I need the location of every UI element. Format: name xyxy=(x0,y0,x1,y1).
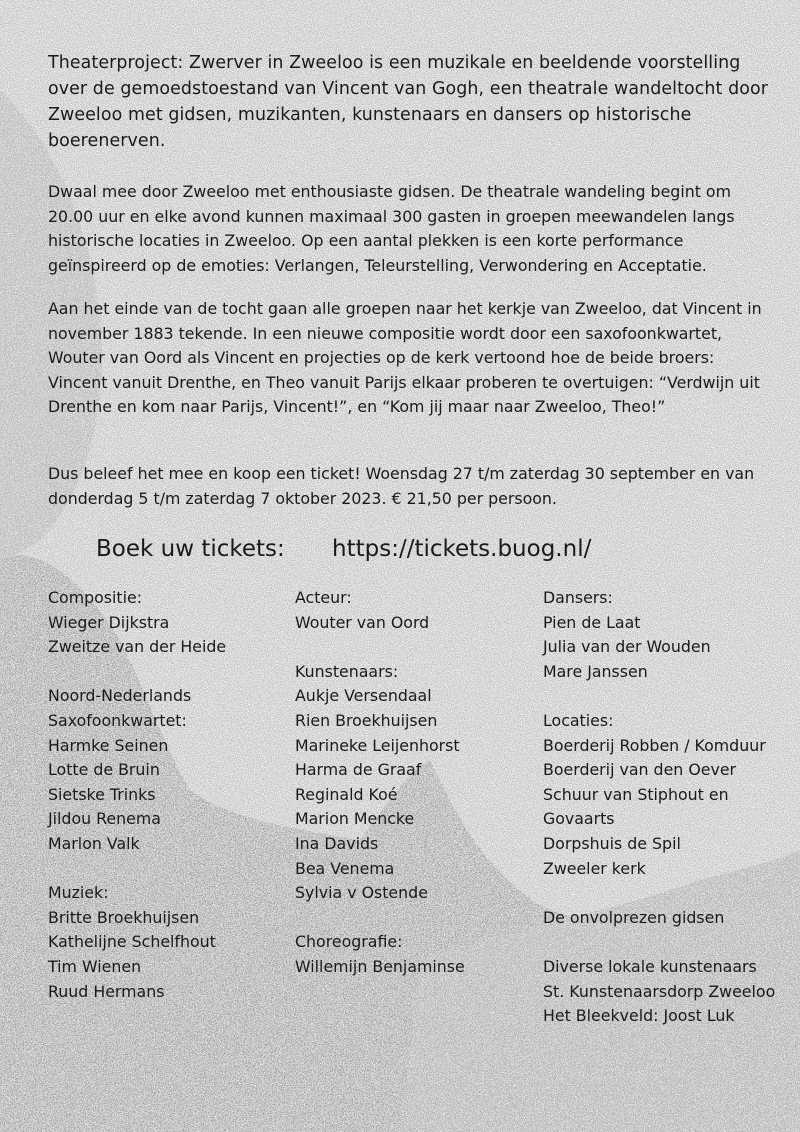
credit-line: Zweitze van der Heide xyxy=(48,637,227,657)
credit-spacer xyxy=(48,660,288,685)
credit-line: De onvolprezen gidsen xyxy=(543,907,725,927)
credits-column-3 xyxy=(543,586,800,1029)
credit-line: Bea Venema xyxy=(295,858,395,878)
credits-column-1 xyxy=(48,586,288,1004)
credit-line: Acteur: xyxy=(295,588,352,607)
credit-line: Noord-Nederlands xyxy=(48,686,192,706)
credit-line: Boerderij van den Oever xyxy=(543,760,737,780)
credit-line: Choreografie: xyxy=(295,932,403,952)
credit-line: Boerderij Robben / Komduur xyxy=(543,735,766,755)
credit-spacer xyxy=(295,906,535,931)
credit-line: Harma de Graaf xyxy=(295,760,422,780)
credit-line: Pien de Laat xyxy=(543,612,641,632)
credit-line: Sylvia v Ostende xyxy=(295,883,428,903)
credit-line: Kunstenaars: xyxy=(295,661,399,681)
credit-line: Willemijn Benjaminse xyxy=(295,956,465,976)
credit-line: Locaties: xyxy=(543,710,614,730)
credit-line: Rien Broekhuijsen xyxy=(295,710,438,730)
credit-line: Tim Wienen xyxy=(48,956,142,976)
credit-line: Marion Mencke xyxy=(295,809,415,829)
credit-line: Julia van der Wouden xyxy=(543,637,711,657)
credit-line: Kathelijne Schelfhout xyxy=(48,932,216,952)
credit-line: Marineke Leijenhorst xyxy=(295,735,460,755)
credit-line: Sietske Trinks xyxy=(48,784,156,804)
credit-line: Marlon Valk xyxy=(48,833,140,853)
credit-line: Saxofoonkwartet: xyxy=(48,710,187,730)
credit-spacer xyxy=(543,684,800,709)
credit-line: Mare Janssen xyxy=(543,661,648,681)
credit-line: Compositie: xyxy=(48,588,143,607)
credit-line: St. Kunstenaarsdorp Zweeloo xyxy=(543,981,776,1001)
dates-price-paragraph: Dus beleef het mee en koop een ticket! Woensdag 27 t/m zaterdag 30 september en van donderdag 5 t/m zaterdag 7 oktober 2023. € 21,50 per persoon. xyxy=(48,464,755,508)
walk-description-paragraph: Dwaal mee door Zweeloo met enthousiaste gidsen. De theatrale wandeling begint om 20.00 uur en elke avond kunnen maximaal 300 gasten in groepen meewandelen langs historische locaties in Zweeloo. Op een aantal plekken is een korte performance geïnspireerd op de emoties: Verlangen, Teleurstelling, Verwondering en Acceptatie. xyxy=(48,182,735,275)
credits-column-2 xyxy=(295,586,535,980)
credit-line: Britte Broekhuijsen xyxy=(48,907,200,927)
credit-line: Wouter van Oord xyxy=(295,612,430,632)
ticket-url-link[interactable]: https://tickets.buog.nl/ xyxy=(332,536,592,562)
credit-line: Dorpshuis de Spil xyxy=(543,833,681,853)
credit-line: Jildou Renema xyxy=(48,809,161,829)
intro-paragraph: Theaterproject: Zwerver in Zweeloo is een muzikale en beeldende voorstelling over de gemoedstoestand van Vincent van Gogh, een theatrale wandeltocht door Zweeloo met gidsen, muzikanten, kunstenaars en dansers op historische boerenerven. xyxy=(48,53,768,151)
credit-line: Reginald Koé xyxy=(295,784,398,804)
credit-line: Muziek: xyxy=(48,883,109,903)
credit-line: Het Bleekveld: Joost Luk xyxy=(543,1006,735,1026)
credit-line: Govaarts xyxy=(543,809,615,829)
credit-line: Dansers: xyxy=(543,588,613,607)
credit-spacer xyxy=(295,635,535,660)
credit-line: Diverse lokale kunstenaars xyxy=(543,956,757,976)
credit-line: Lotte de Bruin xyxy=(48,760,160,780)
credit-spacer xyxy=(48,857,288,882)
ticket-booking xyxy=(96,532,756,566)
credit-spacer xyxy=(543,881,800,906)
credit-line: Zweeler kerk xyxy=(543,858,646,878)
credit-line: Schuur van Stiphout en xyxy=(543,784,729,804)
credit-spacer xyxy=(543,930,800,955)
credit-line: Ina Davids xyxy=(295,833,379,853)
credit-line: Wieger Dijkstra xyxy=(48,612,170,632)
booking-label: Boek uw tickets: xyxy=(96,536,285,562)
credit-line: Ruud Hermans xyxy=(48,981,165,1001)
credit-line: Aukje Versendaal xyxy=(295,686,432,706)
finale-description-paragraph: Aan het einde van de tocht gaan alle groepen naar het kerkje van Zweeloo, dat Vincent in november 1883 tekende. In een nieuwe compositie wordt door een saxofoonkwartet, Wouter van Oord als Vincent en projecties op de kerk vertoond hoe de beide broers: Vincent vanuit Drenthe, en Theo vanuit Parijs elkaar proberen te overtuigen: “Verdwijn uit Drenthe en kom naar Parijs, Vincent!”, en “Kom jij maar naar Zweeloo, Theo!” xyxy=(48,299,762,417)
credit-line: Harmke Seinen xyxy=(48,735,169,755)
